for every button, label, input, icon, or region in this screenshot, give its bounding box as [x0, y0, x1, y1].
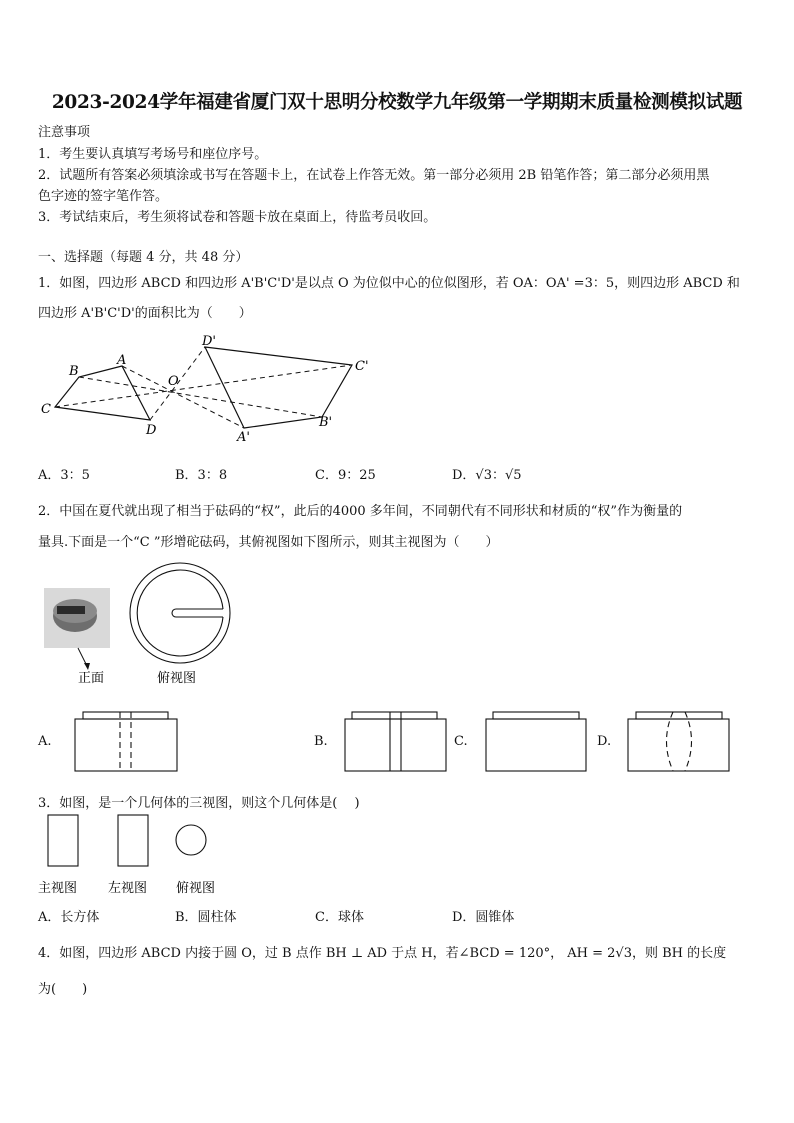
notice-item: 3．考试结束后，考生须将试卷和答题卡放在桌面上，待监考员收回。 — [38, 210, 437, 225]
label-c: C — [41, 402, 51, 417]
label-d-prime: D' — [202, 334, 216, 349]
q2-option-c-label: C. — [454, 734, 468, 749]
q2-option-a-label: A. — [38, 734, 52, 749]
label-c-prime: C' — [355, 359, 369, 374]
q2-option-b-label: B. — [314, 734, 328, 749]
label-d: D — [146, 423, 157, 438]
label-o: O — [168, 374, 179, 389]
q1-option-a: A．3：5 — [38, 468, 90, 483]
notice-heading: 注意事项 — [38, 125, 91, 140]
q3-option-a: A．长方体 — [38, 910, 100, 925]
label-b: B — [69, 364, 79, 379]
q3-option-b: B．圆柱体 — [175, 910, 237, 925]
notice-item: 1．考生要认真填写考场号和座位序号。 — [38, 147, 268, 162]
q4-text: 为( ) — [38, 982, 88, 997]
q1-text: 四边形 A'B'C'D'的面积比为（ ） — [38, 306, 252, 321]
q1-option-c: C．9：25 — [315, 468, 376, 483]
notice-item: 色字迹的签字笔作答。 — [38, 189, 169, 204]
front-view — [48, 815, 78, 866]
top-view-caption: 俯视图 — [176, 881, 216, 896]
q3-text: 3．如图，是一个几何体的三视图，则这个几何体是( ) — [38, 796, 360, 811]
top-view-caption: 俯视图 — [157, 671, 197, 686]
label-a-prime: A' — [237, 430, 250, 445]
q2-text: 量具.下面是一个“C ”形增砣砝码，其俯视图如下图所示，则其主视图为（ ） — [38, 535, 499, 550]
side-view-caption: 左视图 — [108, 881, 148, 896]
q2-text: 2．中国在夏代就出现了相当于砝码的“权”，此后的4000 多年间，不同朝代有不同形状和材质的“权”作为衡量的 — [38, 504, 683, 519]
q4-text: 4．如图，四边形 ABCD 内接于圆 O，过 B 点作 BH ⊥ AD 于点 H，若∠BCD = 120°， AH = 2√3，则 BH 的长度 — [38, 946, 727, 961]
photo-caption: 正面 — [78, 671, 105, 686]
label-a: A — [117, 353, 127, 368]
front-view-caption: 主视图 — [38, 881, 78, 896]
q1-text: 1．如图，四边形 ABCD 和四边形 A'B'C'D'是以点 O 为位似中心的位似图形，若 OA：OA' =3：5，则四边形 ABCD 和 — [38, 276, 740, 291]
notice-item: 2．试题所有答案必须填涂或书写在答题卡上，在试卷上作答无效。第一部分必须用 2B 铅笔作答；第二部分必须用黑 — [38, 168, 710, 183]
top-view-circle — [176, 825, 206, 855]
section-heading: 一、选择题（每题 4 分，共 48 分） — [38, 250, 249, 265]
side-view — [118, 815, 148, 866]
q3-option-c: C．球体 — [315, 910, 364, 925]
label-b-prime: B' — [319, 415, 333, 430]
q2-option-d-label: D. — [597, 734, 612, 749]
page-title: 2023-2024学年福建省厦门双十思明分校数学九年级第一学期期末质量检测模拟试题 — [51, 92, 743, 113]
q3-option-d: D．圆锥体 — [452, 910, 515, 925]
q1-option-d: D．√3：√5 — [452, 468, 522, 483]
q1-option-b: B．3：8 — [175, 468, 228, 483]
